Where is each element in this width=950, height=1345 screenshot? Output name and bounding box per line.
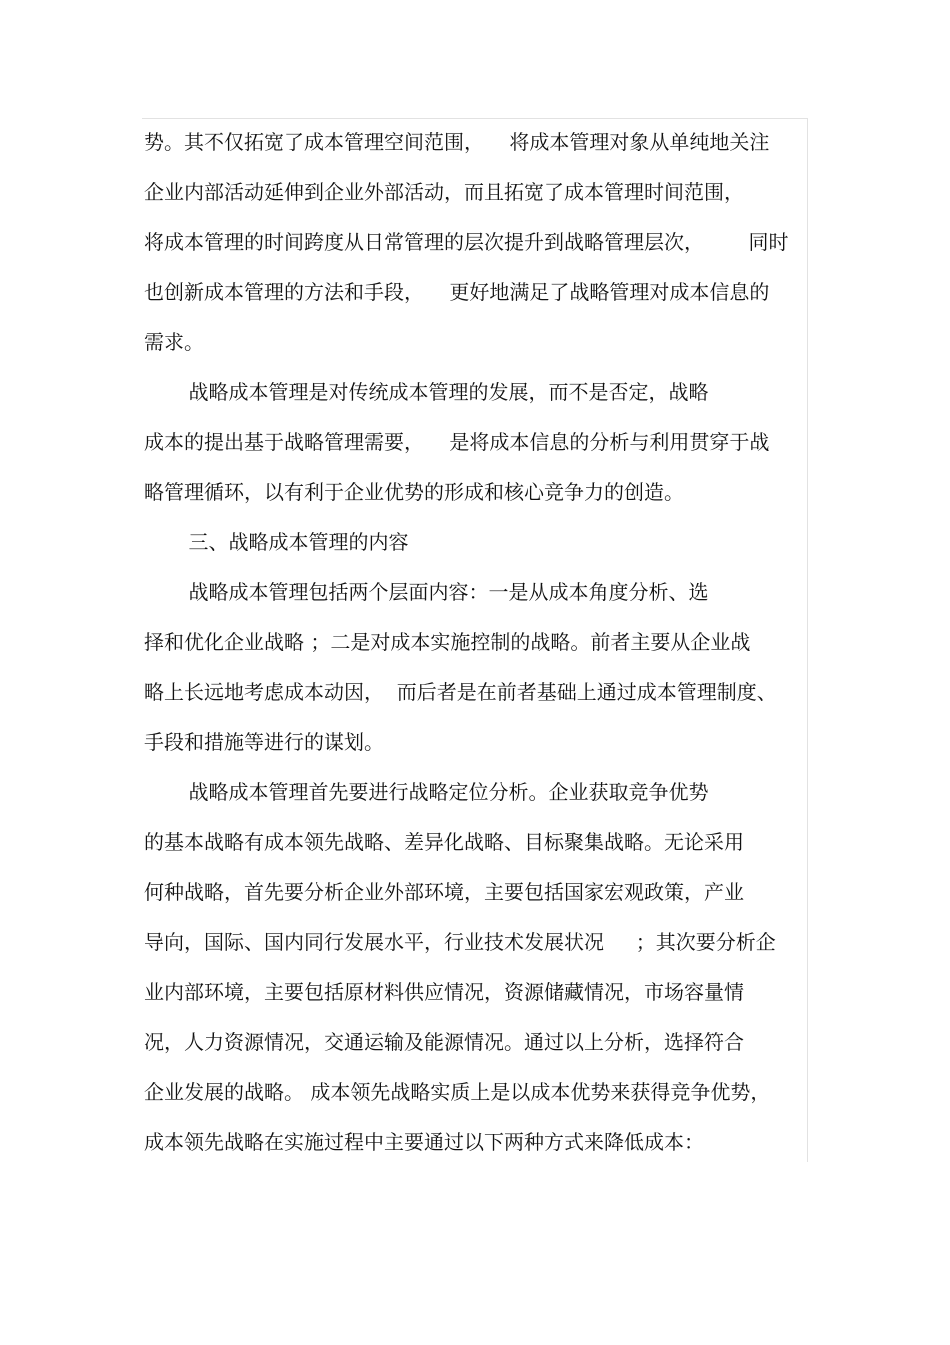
text-line: 择和优化企业战略 ；二是对成本实施控制的战略。前者主要从企业战	[144, 630, 751, 654]
text-line: 的基本战略有成本领先战略、差异化战略、目标聚集战略。无论采用	[144, 830, 744, 854]
text-line: 成本领先战略在实施过程中主要通过以下两种方式来降低成本：	[144, 1130, 704, 1154]
text-line: 况，人力资源情况，交通运输及能源情况。通过以上分析，选择符合	[144, 1030, 744, 1054]
text-line: 将成本管理的时间跨度从日常管理的层次提升到战略管理层次， 同时	[144, 230, 789, 254]
text-line: 企业内部活动延伸到企业外部活动，而且拓宽了成本管理时间范围，	[144, 180, 744, 204]
text-line: 导向，国际、国内同行发展水平，行业技术发展状况 ；其次要分析企	[144, 930, 776, 954]
text-line: 战略成本管理包括两个层面内容：一是从成本角度分析、选	[144, 580, 709, 604]
section-heading: 三、战略成本管理的内容	[144, 530, 409, 554]
text-line: 成本的提出基于战略管理需要， 是将成本信息的分析与利用贯穿于战	[144, 430, 770, 454]
text-line: 需求。	[144, 330, 204, 354]
text-line: 何种战略，首先要分析企业外部环境，主要包括国家宏观政策，产业	[144, 880, 744, 904]
text-line: 战略成本管理首先要进行战略定位分析。企业获取竞争优势	[144, 780, 709, 804]
text-line: 战略成本管理是对传统成本管理的发展，而不是否定，战略	[144, 380, 709, 404]
text-line: 手段和措施等进行的谋划。	[144, 730, 384, 754]
text-line: 也创新成本管理的方法和手段， 更好地满足了战略管理对成本信息的	[144, 280, 770, 304]
text-line: 略上长远地考虑成本动因， 而后者是在前者基础上通过成本管理制度、	[144, 680, 777, 704]
text-line: 势。其不仅拓宽了成本管理空间范围， 将成本管理对象从单纯地关注	[144, 130, 770, 154]
text-line: 略管理循环，以有利于企业优势的形成和核心竞争力的创造。	[144, 480, 684, 504]
text-line: 企业发展的战略。 成本领先战略实质上是以成本优势来获得竞争优势，	[144, 1080, 771, 1104]
text-line: 业内部环境，主要包括原材料供应情况，资源储藏情况，市场容量情	[144, 980, 744, 1004]
